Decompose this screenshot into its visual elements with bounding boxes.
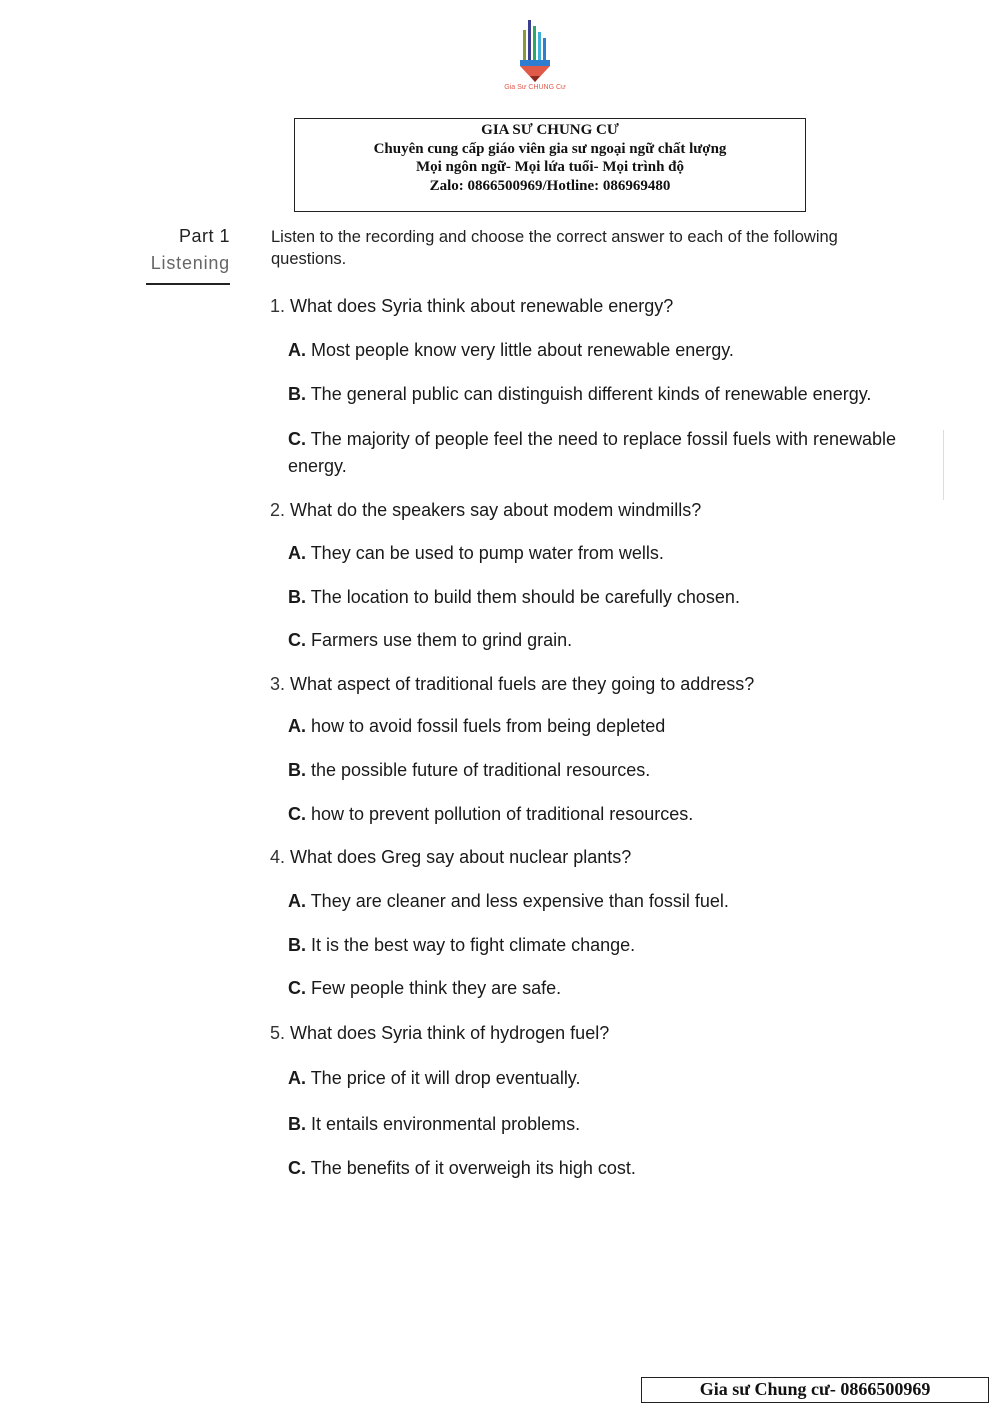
- option-text: The general public can distinguish different kinds of renewable energy.: [310, 384, 872, 404]
- option-text: The location to build them should be carefully chosen.: [310, 587, 740, 607]
- option-text: how to prevent pollution of traditional resources.: [311, 804, 694, 824]
- header-line-3: Zalo: 0866500969/Hotline: 086969480: [429, 177, 671, 194]
- question-text: What does Greg say about nuclear plants?: [290, 847, 632, 867]
- option-3c: [288, 804, 693, 825]
- option-5a: [288, 1068, 580, 1089]
- option-text: They can be used to pump water from wells.: [310, 543, 664, 563]
- option-text: Most people know very little about renewable energy.: [311, 340, 734, 360]
- option-text: It is the best way to fight climate change.: [311, 935, 636, 955]
- option-text: Few people think they are safe.: [311, 978, 562, 998]
- footer-box: Gia sư Chung cư- 0866500969: [641, 1377, 989, 1403]
- question-text: What does Syria think about renewable energy?: [290, 296, 674, 316]
- question-4: [270, 847, 631, 868]
- option-5b: [288, 1114, 580, 1135]
- option-letter: C.: [288, 630, 306, 650]
- option-letter: B.: [288, 587, 306, 607]
- question-number: 4.: [270, 847, 286, 867]
- question-text: What aspect of traditional fuels are they going to address?: [290, 674, 755, 694]
- option-text: Farmers use them to grind grain.: [311, 630, 573, 650]
- part-name: Listening: [150, 253, 230, 273]
- option-letter: A.: [288, 1068, 306, 1088]
- option-text: The price of it will drop eventually.: [310, 1068, 581, 1088]
- question-5: [270, 1023, 609, 1044]
- option-1b: [288, 384, 871, 405]
- part-number: Part 1: [178, 226, 230, 246]
- part-divider: [146, 283, 230, 285]
- question-number: 5.: [270, 1023, 286, 1043]
- option-letter: C.: [288, 978, 306, 998]
- option-3b: [288, 760, 650, 781]
- question-1: [270, 296, 673, 317]
- option-letter: C.: [288, 429, 306, 449]
- header-line-2: Mọi ngôn ngữ- Mọi lứa tuổi- Mọi trình độ: [415, 159, 684, 175]
- question-2: [270, 500, 701, 521]
- option-3a: [288, 716, 665, 737]
- option-letter: B.: [288, 935, 306, 955]
- option-letter: A.: [288, 543, 306, 563]
- part-label: [150, 226, 230, 274]
- option-letter: A.: [288, 891, 306, 911]
- option-2a: [288, 543, 664, 564]
- option-text: They are cleaner and less expensive than fossil fuel.: [310, 891, 729, 911]
- option-text: how to avoid fossil fuels from being depleted: [311, 716, 666, 736]
- option-letter: B.: [288, 1114, 306, 1134]
- option-text: The majority of people feel the need to replace fossil fuels with renewable energy.: [288, 429, 897, 476]
- option-text: The benefits of it overweigh its high cost.: [310, 1158, 636, 1178]
- header-box: [294, 118, 806, 212]
- option-1c: [288, 426, 898, 480]
- header-line-1: Chuyên cung cấp giáo viên gia sư ngoại ngữ chất lượng: [373, 140, 727, 157]
- question-text: What do the speakers say about modem windmills?: [290, 500, 702, 520]
- logo-caption: Gia Sư CHUNG Cư: [504, 84, 566, 91]
- question-number: 3.: [270, 674, 286, 694]
- option-5c: [288, 1158, 636, 1179]
- option-letter: A.: [288, 716, 306, 736]
- option-2c: [288, 630, 572, 651]
- question-number: 2.: [270, 500, 286, 520]
- header-title: GIA SƯ CHUNG CƯ: [481, 122, 619, 138]
- option-4b: [288, 935, 635, 956]
- option-letter: A.: [288, 340, 306, 360]
- option-4a: [288, 891, 729, 912]
- scan-edge-mark: [943, 430, 944, 500]
- option-letter: C.: [288, 1158, 306, 1178]
- option-4c: [288, 978, 561, 999]
- question-text: What does Syria think of hydrogen fuel?: [290, 1023, 610, 1043]
- option-text: It entails environmental problems.: [311, 1114, 581, 1134]
- option-letter: B.: [288, 760, 306, 780]
- question-number: 1.: [270, 296, 286, 316]
- option-letter: C.: [288, 804, 306, 824]
- option-text: the possible future of traditional resources.: [311, 760, 651, 780]
- option-2b: [288, 587, 740, 608]
- question-3: [270, 674, 754, 695]
- option-letter: B.: [288, 384, 306, 404]
- option-1a: [288, 340, 734, 361]
- instructions: Listen to the recording and choose the correct answer to each of the following questions.: [271, 228, 838, 268]
